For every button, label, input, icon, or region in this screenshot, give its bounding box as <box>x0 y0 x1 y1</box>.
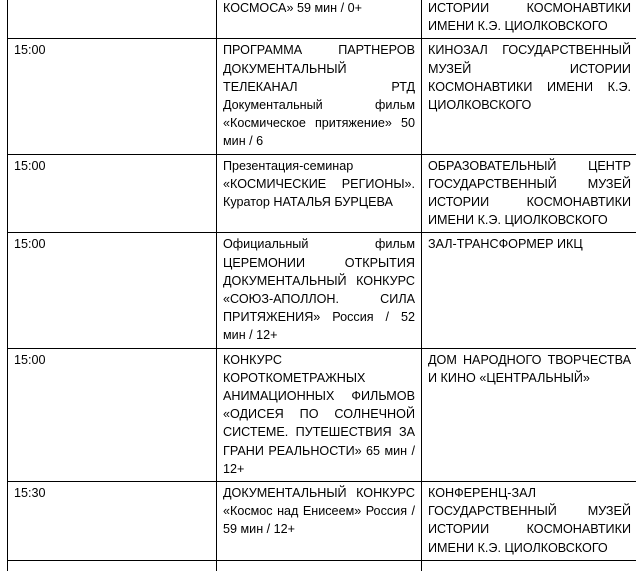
table-row <box>8 348 636 481</box>
time-cell: 15:00 <box>8 348 217 481</box>
table-row <box>8 233 636 348</box>
event-cell: КОСМОСА» 59 мин / 0+ <box>217 0 422 39</box>
venue-cell <box>422 560 636 571</box>
table-row <box>8 482 636 561</box>
venue-cell: ОБРАЗОВАТЕЛЬНЫЙ ЦЕНТР ГОСУДАРСТВЕННЫЙ МУЗЕЙ ИСТОРИИ КОСМОНАВТИКИ ИМЕНИ К.Э. ЦИОЛКОВСКОГО <box>422 154 636 233</box>
table-row <box>8 0 636 39</box>
event-cell: Официальный фильм ЦЕРЕМОНИИ ОТКРЫТИЯ ДОКУМЕНТАЛЬНЫЙ КОНКУРС «СОЮЗ-АПОЛЛОН. СИЛА ПРИТЯЖЕНИЯ» Россия / 52 мин / 12+ <box>217 233 422 348</box>
time-cell: 15:00 <box>8 154 217 233</box>
schedule-table <box>7 0 636 571</box>
table-row <box>8 154 636 233</box>
time-cell: 15:00 <box>8 39 217 154</box>
event-cell: ДОКУМЕНТАЛЬНЫЙ КОНКУРС «Космос над Енисеем» Россия / 59 мин / 12+ <box>217 482 422 561</box>
event-cell <box>217 560 422 571</box>
venue-cell: КИНОЗАЛ ГОСУДАРСТВЕННЫЙ МУЗЕЙ ИСТОРИИ КОСМОНАВТИКИ ИМЕНИ К.Э. ЦИОЛКОВСКОГО <box>422 39 636 154</box>
venue-cell: ИСТОРИИ КОСМОНАВТИКИ ИМЕНИ К.Э. ЦИОЛКОВСКОГО <box>422 0 636 39</box>
time-cell <box>8 0 217 39</box>
time-cell <box>8 560 217 571</box>
table-row <box>8 39 636 154</box>
table-row-partial <box>8 560 636 571</box>
venue-cell: ДОМ НАРОДНОГО ТВОРЧЕСТВА И КИНО «ЦЕНТРАЛЬНЫЙ» <box>422 348 636 481</box>
event-cell: КОНКУРС КОРОТКОМЕТРАЖНЫХ АНИМАЦИОННЫХ ФИЛЬМОВ «ОДИСЕЯ ПО СОЛНЕЧНОЙ СИСТЕМЕ. ПУТЕШЕСТВИЯ ЗА ГРАНИ РЕАЛЬНОСТИ» 65 мин / 12+ <box>217 348 422 481</box>
time-cell: 15:30 <box>8 482 217 561</box>
event-cell: Презентация-семинар «КОСМИЧЕСКИЕ РЕГИОНЫ». Куратор НАТАЛЬЯ БУРЦЕВА <box>217 154 422 233</box>
venue-cell: ЗАЛ-ТРАНСФОРМЕР ИКЦ <box>422 233 636 348</box>
venue-cell: КОНФЕРЕНЦ-ЗАЛ ГОСУДАРСТВЕННЫЙ МУЗЕЙ ИСТОРИИ КОСМОНАВТИКИ ИМЕНИ К.Э. ЦИОЛКОВСКОГО <box>422 482 636 561</box>
time-cell: 15:00 <box>8 233 217 348</box>
event-cell: ПРОГРАММА ПАРТНЕРОВ ДОКУМЕНТАЛЬНЫЙ ТЕЛЕКАНАЛ РТД Документальный фильм «Космическое притяжение» 50 мин / 6 <box>217 39 422 154</box>
